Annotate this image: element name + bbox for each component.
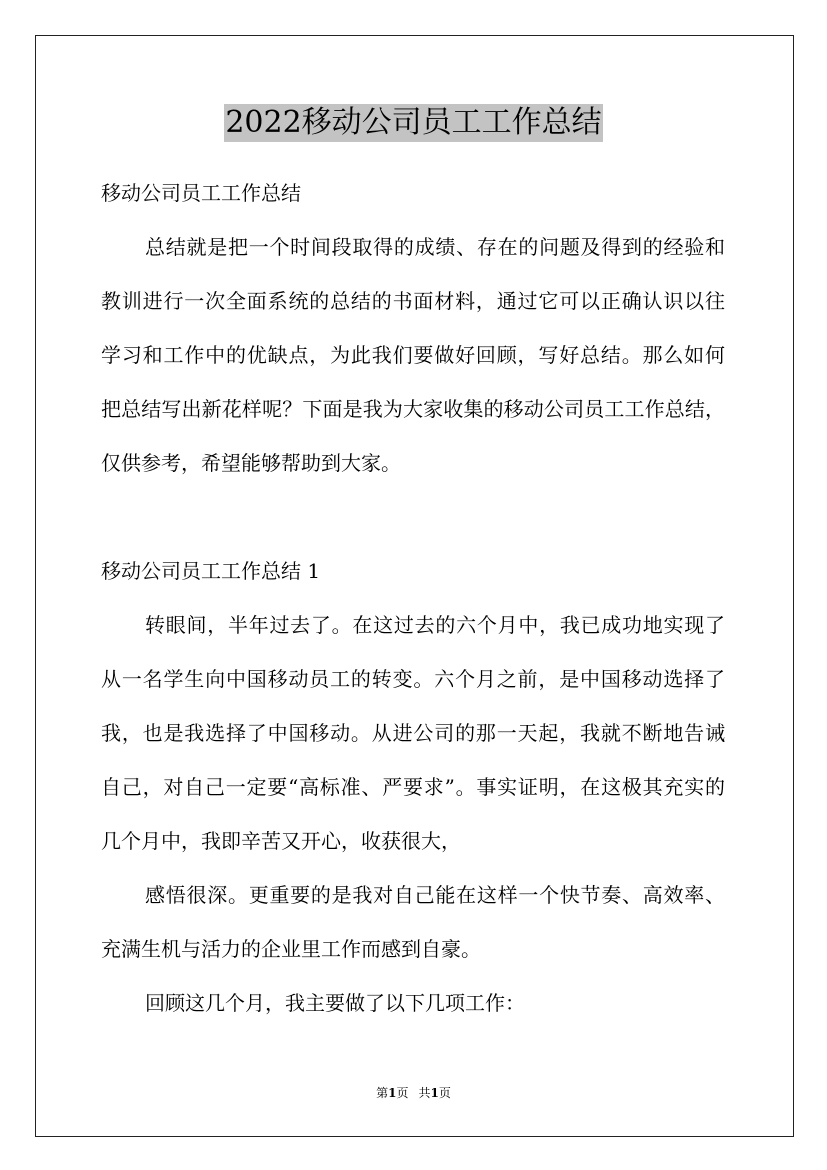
intro-line: 总结就是把一个时间段取得的成绩、存在的问题及得到的经验和 [145,235,725,259]
title-container [0,104,827,142]
page-total-prefix: 共 [418,1086,431,1100]
paragraph-line: 充满生机与活力的企业里工作而感到自豪。 [101,937,481,961]
blank-line [101,490,725,544]
document-title: 2022移动公司员工工作总结 [225,105,602,140]
paragraph-line: 感悟很深。更重要的是我对自己能在这样一个快节奏、高效率、 [145,883,725,907]
paragraph-line: 回顾这几个月，我主要做了以下几项工作： [145,991,525,1015]
page-number-prefix: 第 [376,1086,389,1100]
document-body [101,166,725,1030]
intro-line: 仅供参考，希望能够帮助到大家。 [101,451,401,475]
paragraph-line: 转眼间，半年过去了。在这过去的六个月中，我已成功地实现了 [145,613,725,637]
paragraph-line: 我，也是我选择了中国移动。从进公司的那一天起，我就不断地告诫 [101,721,725,745]
page-number-suffix: 页 [396,1086,409,1100]
page-total: 1 [430,1086,439,1100]
paragraph-line: 几个月中，我即辛苦又开心，收获很大， [101,829,461,853]
page-total-suffix: 页 [438,1086,451,1100]
intro-line: 把总结写出新花样呢？下面是我为大家收集的移动公司员工工作总结， [101,397,725,421]
subtitle: 移动公司员工工作总结 [101,181,301,205]
intro-line: 学习和工作中的优缺点，为此我们要做好回顾，写好总结。那么如何 [101,343,725,367]
section-heading: 移动公司员工工作总结 1 [101,559,321,583]
page-footer [0,1084,827,1102]
page-number: 1 [388,1086,397,1100]
paragraph-line: 从一名学生向中国移动员工的转变。六个月之前，是中国移动选择了 [101,667,725,691]
intro-line: 教训进行一次全面系统的总结的书面材料，通过它可以正确认识以往 [101,289,725,313]
paragraph-line: 自己，对自己一定要“高标准、严要求”。事实证明，在这极其充实的 [101,775,725,799]
